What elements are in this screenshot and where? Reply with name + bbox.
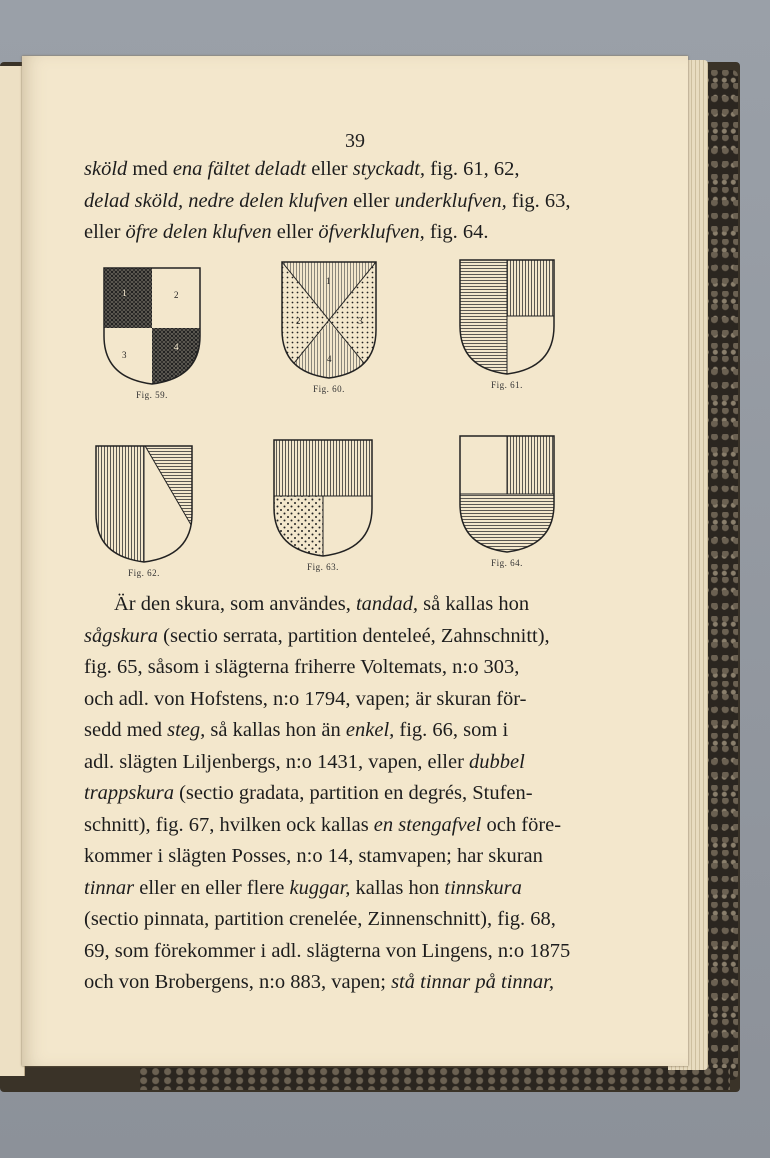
text-run: eller	[347, 189, 395, 212]
text-run: adl. slägten Liljenbergs, n:o 1431, vapen, eller	[84, 750, 470, 773]
italic-term: tandad,	[355, 593, 419, 615]
text-run: kallas hon	[350, 876, 445, 899]
italic-term: öfverklufven,	[318, 221, 425, 243]
italic-term: steg,	[167, 719, 206, 741]
italic-term: enkel,	[345, 719, 395, 741]
text-run: och före-	[481, 813, 562, 836]
italic-term: en stengafvel	[373, 813, 482, 836]
text-run: (sectio serrata, partition denteleé, Zahnschnitt),	[158, 624, 550, 647]
caption-fig-64: Fig. 64.	[491, 558, 523, 568]
figure-59	[102, 266, 202, 400]
text-run: fig. 64.	[424, 221, 489, 243]
figure-61	[458, 258, 556, 390]
fig59-label-1: 1	[122, 288, 127, 298]
body-line-9	[84, 841, 604, 873]
caption-fig-63: Fig. 63.	[307, 562, 339, 572]
intro-line-3	[84, 217, 604, 249]
body-line-12	[84, 936, 604, 968]
italic-term: dubbel	[469, 750, 525, 773]
italic-term: tinnskura	[444, 876, 522, 899]
body-line-6	[84, 747, 604, 779]
body-line-13	[84, 967, 604, 999]
intro-line-2	[84, 186, 604, 218]
shield-party-per-bend-icon	[94, 444, 194, 564]
caption-fig-59: Fig. 59.	[136, 390, 168, 400]
body-line-1	[84, 589, 604, 621]
text-run: kommer i slägten Posses, n:o 14, stamvapen; har skuran	[84, 845, 543, 867]
page-number: 39	[345, 130, 365, 152]
italic-term: ena fältet deladt	[172, 158, 307, 180]
text-run: 69, som förekommer i adl. slägterna von Lingens, n:o 1875	[84, 939, 571, 962]
body-line-4	[84, 684, 604, 716]
body-line-8	[84, 810, 604, 842]
text-run: Är den skura, som användes,	[114, 593, 356, 615]
italic-term: tinnar	[84, 876, 135, 899]
text-run: och adl. von Hofstens, n:o 1794, vapen; är skuran för-	[84, 687, 527, 710]
caption-fig-61: Fig. 61.	[491, 380, 523, 390]
text-run: så kallas hon än	[205, 719, 346, 741]
text-run: så kallas hon	[418, 593, 530, 615]
fig59-label-3: 3	[122, 350, 127, 360]
figure-63	[272, 438, 374, 572]
marbled-cover-bottom	[140, 1068, 730, 1090]
text-run: eller	[271, 221, 319, 243]
text-run: fig. 65, såsom i slägterna friherre Voltemats, n:o 303,	[84, 656, 520, 678]
italic-term: styckadt,	[352, 158, 426, 180]
shield-underklufven-icon	[272, 438, 374, 558]
book-page	[22, 56, 688, 1066]
shield-ofverklufven-icon	[458, 434, 556, 554]
text-run: fig. 61, 62,	[425, 158, 520, 180]
fig60-label-4: 4	[327, 354, 332, 364]
text-run: och von Brobergens, n:o 883, vapen;	[84, 971, 392, 993]
body-line-2	[84, 621, 604, 653]
italic-term: sågskura	[84, 624, 159, 647]
shield-quartered-icon	[102, 266, 202, 386]
italic-term: underklufven,	[394, 189, 507, 212]
text-run: fig. 66, som i	[394, 719, 509, 741]
italic-term: stå tinnar på tinnar,	[391, 971, 554, 993]
intro-line-1	[84, 154, 604, 186]
body-line-5	[84, 715, 604, 747]
intro-paragraph	[84, 154, 604, 249]
text-run: eller	[84, 221, 126, 243]
text-run: sedd med	[84, 719, 168, 741]
caption-fig-62: Fig. 62.	[128, 568, 160, 578]
text-run: eller	[306, 158, 353, 180]
fig59-label-4: 4	[174, 342, 179, 352]
body-line-10	[84, 873, 604, 905]
text-run: fig. 63,	[506, 189, 571, 212]
body-line-7	[84, 778, 604, 810]
text-run: (sectio pinnata, partition crenelée, Zinnenschnitt), fig. 68,	[84, 908, 556, 930]
body-line-11	[84, 904, 604, 936]
shield-gyronny-icon	[280, 260, 378, 380]
shield-divided-icon	[458, 258, 556, 376]
italic-term: öfre delen klufven	[125, 221, 272, 243]
text-run: eller en eller flere	[134, 876, 290, 899]
caption-fig-60: Fig. 60.	[313, 384, 345, 394]
fig60-label-1: 1	[326, 276, 331, 286]
figure-62	[94, 444, 194, 578]
fig59-label-2: 2	[174, 290, 179, 300]
italic-term: delad sköld, nedre delen klufven	[84, 189, 348, 212]
body-paragraph	[84, 589, 604, 999]
fig60-label-3: 3	[358, 316, 363, 326]
fig60-label-2: 2	[296, 316, 301, 326]
italic-term: trappskura	[84, 782, 174, 804]
text-run: (sectio gradata, partition en degrés, Stufen-	[173, 782, 533, 804]
figure-64	[458, 434, 556, 568]
italic-term: sköld	[84, 158, 128, 180]
text-run: med	[127, 158, 173, 180]
text-run: schnitt), fig. 67, hvilken ock kallas	[84, 813, 374, 836]
body-line-3	[84, 652, 604, 684]
italic-term: kuggar,	[289, 876, 351, 899]
figure-60	[280, 260, 378, 394]
